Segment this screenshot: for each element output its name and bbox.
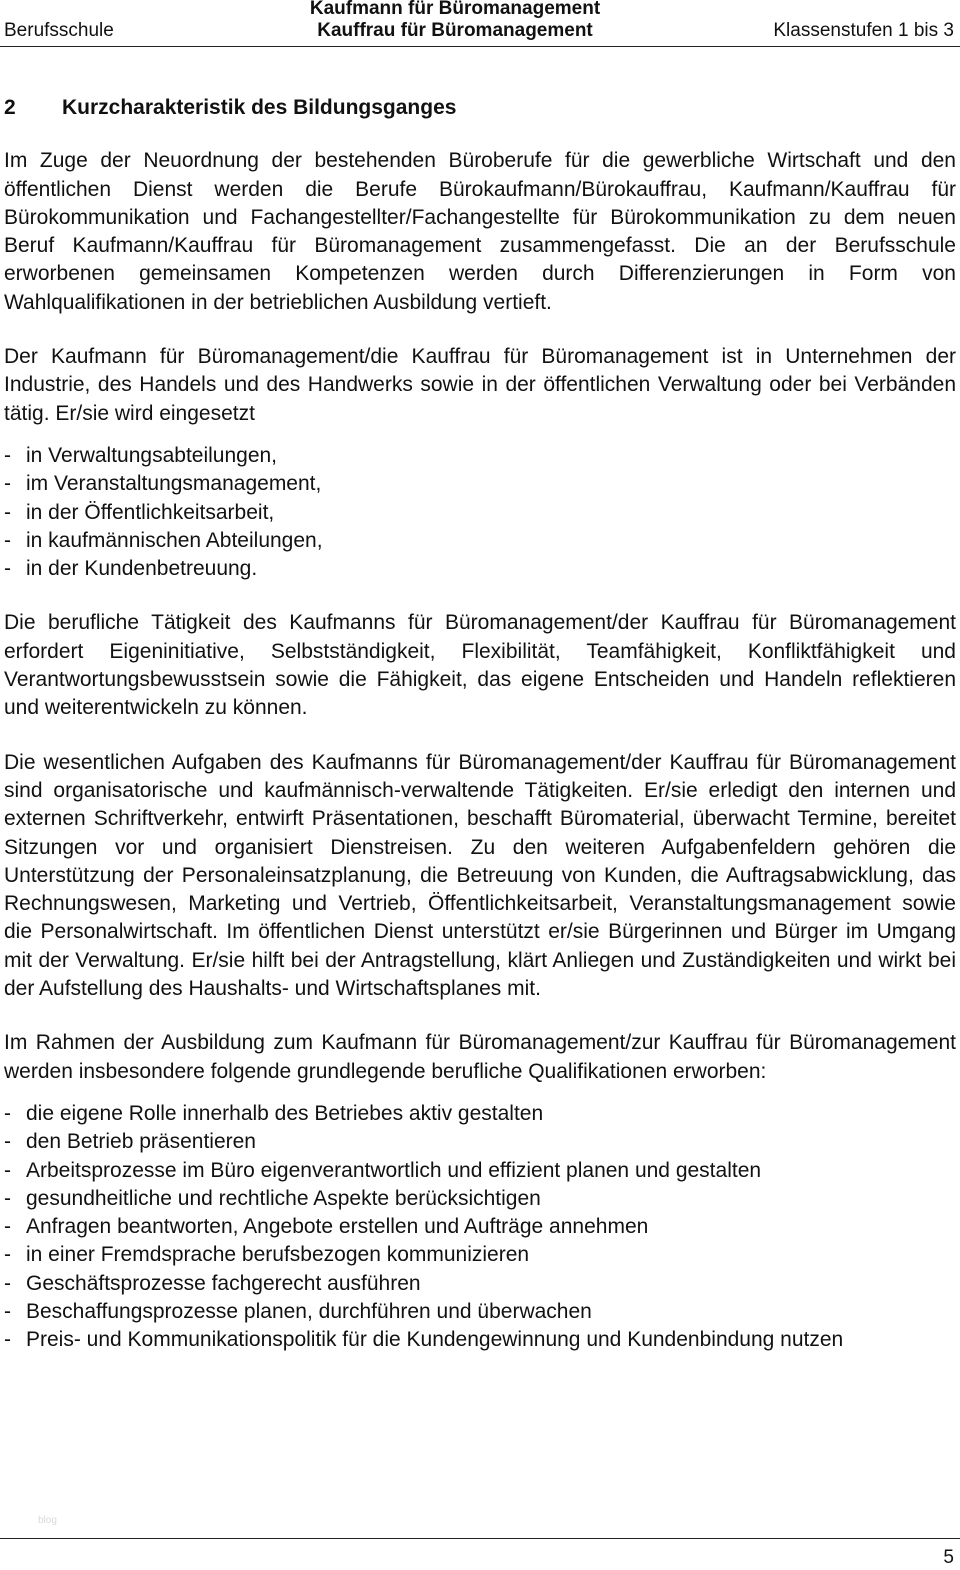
list-item: - die eigene Rolle innerhalb des Betriebes aktiv gestalten	[4, 1100, 956, 1128]
page-number: 5	[943, 1547, 954, 1568]
list-item: - im Veranstaltungsmanagement,	[4, 470, 956, 498]
list-item: - Arbeitsprozesse im Büro eigenverantwortlich und effizient planen und gestalten	[4, 1157, 956, 1185]
list-item: - in der Kundenbetreuung.	[4, 555, 956, 583]
page-body	[4, 94, 956, 1381]
list-item: - gesundheitliche und rechtliche Aspekte berücksichtigen	[4, 1185, 956, 1213]
paragraph-neuordnung: Im Zuge der Neuordnung der bestehenden Büroberufe für die gewerbliche Wirtschaft und den öffentlichen Dienst werden die Berufe Bürokaufmann/Bürokauffrau, Kaufmann/Kauffrau für Bürokommunikation und Fachangestellter/Fachangestellte für Bürokommunikation zu dem neuen Beruf Kaufmann/Kauffrau für Büromanagement zusammengefasst. Die an der Berufsschule erworbenen gemeinsamen Kompetenzen werden durch Differenzierungen in Form von Wahlqualifikationen in der betrieblichen Ausbildung vertieft.	[4, 149, 956, 314]
section-heading	[4, 94, 956, 122]
header-title-male: Kaufmann für Büromanagement	[309, 0, 601, 19]
list-item: - Geschäftsprozesse fachgerecht ausführen	[4, 1270, 956, 1298]
list-einsatzbereiche	[4, 442, 956, 583]
header-grade-levels: Klassenstufen 1 bis 3	[773, 20, 954, 41]
list-item: - den Betrieb präsentieren	[4, 1128, 956, 1156]
list-qualifikationen	[4, 1100, 956, 1355]
list-item: - in der Öffentlichkeitsarbeit,	[4, 499, 956, 527]
page-header	[0, 0, 960, 47]
list-item: - Preis- und Kommunikationspolitik für die Kundengewinnung und Kundenbindung nutzen	[4, 1326, 956, 1354]
paragraph-aufgaben: Die wesentlichen Aufgaben des Kaufmanns für Büromanagement/der Kauffrau für Büromanagement sind organisatorische und kaufmännisch-verwaltende Tätigkeiten. Er/sie erledigt den internen und externen Schriftverkehr, entwirft Präsentationen, beschafft Büromaterial, überwacht Termine, bereitet Sitzungen vor und organisiert Dienstreisen. Zu den weiteren Aufgabenfeldern gehören die Unterstützung der Personaleinsatzplanung, die Betreuung von Kunden, die Auftragsabwicklung, das Rechnungswesen, Marketing und Vertrieb, Öffentlichkeitsarbeit, Veranstaltungsmanagement sowie die Personalwirtschaft. Im öffentlichen Dienst unterstützt er/sie Bürgerinnen und Bürger im Umgang mit der Verwaltung. Er/sie hilft bei der Antragstellung, klärt Anliegen und Zuständigkeiten und wirkt bei der Aufstellung des Haushalts- und Wirtschaftsplanes mit.	[4, 750, 956, 1001]
section-title: Kurzcharakteristik des Bildungsganges	[62, 96, 457, 119]
section-number: 2	[4, 96, 16, 119]
list-item: - in Verwaltungsabteilungen,	[4, 442, 956, 470]
list-item: - Beschaffungsprozesse planen, durchführen und überwachen	[4, 1298, 956, 1326]
paragraph-einsatzbereiche: Der Kaufmann für Büromanagement/die Kauffrau für Büromanagement ist in Unternehmen der Industrie, des Handels und des Handwerks sowie in der öffentlichen Verwaltung oder bei Verbänden tätig. Er/sie wird eingesetzt	[4, 345, 956, 425]
list-item: - in kaufmännischen Abteilungen,	[4, 527, 956, 555]
paragraph-qualifikationen-intro: Im Rahmen der Ausbildung zum Kaufmann für Büromanagement/zur Kauffrau für Büromanagement werden insbesondere folgende grundlegende berufliche Qualifikationen erworben:	[4, 1031, 956, 1083]
header-title-female: Kauffrau für Büromanagement	[317, 20, 593, 41]
paragraph-taetigkeit: Die berufliche Tätigkeit des Kaufmanns für Büromanagement/der Kauffrau für Büromanagement erfordert Eigeninitiative, Selbstständigkeit, Flexibilität, Teamfähigkeit, Konfliktfähigkeit und Verantwortungsbewusstsein sowie die Fähigkeit, das eigene Entscheiden und Handeln reflektieren und weiterentwickeln zu können.	[4, 611, 956, 720]
header-school-type: Berufsschule	[4, 20, 114, 41]
list-item: - Anfragen beantworten, Angebote erstellen und Aufträge annehmen	[4, 1213, 956, 1241]
watermark: blog	[38, 1515, 57, 1526]
page-footer	[0, 1538, 960, 1568]
list-item: - in einer Fremdsprache berufsbezogen kommunizieren	[4, 1241, 956, 1269]
